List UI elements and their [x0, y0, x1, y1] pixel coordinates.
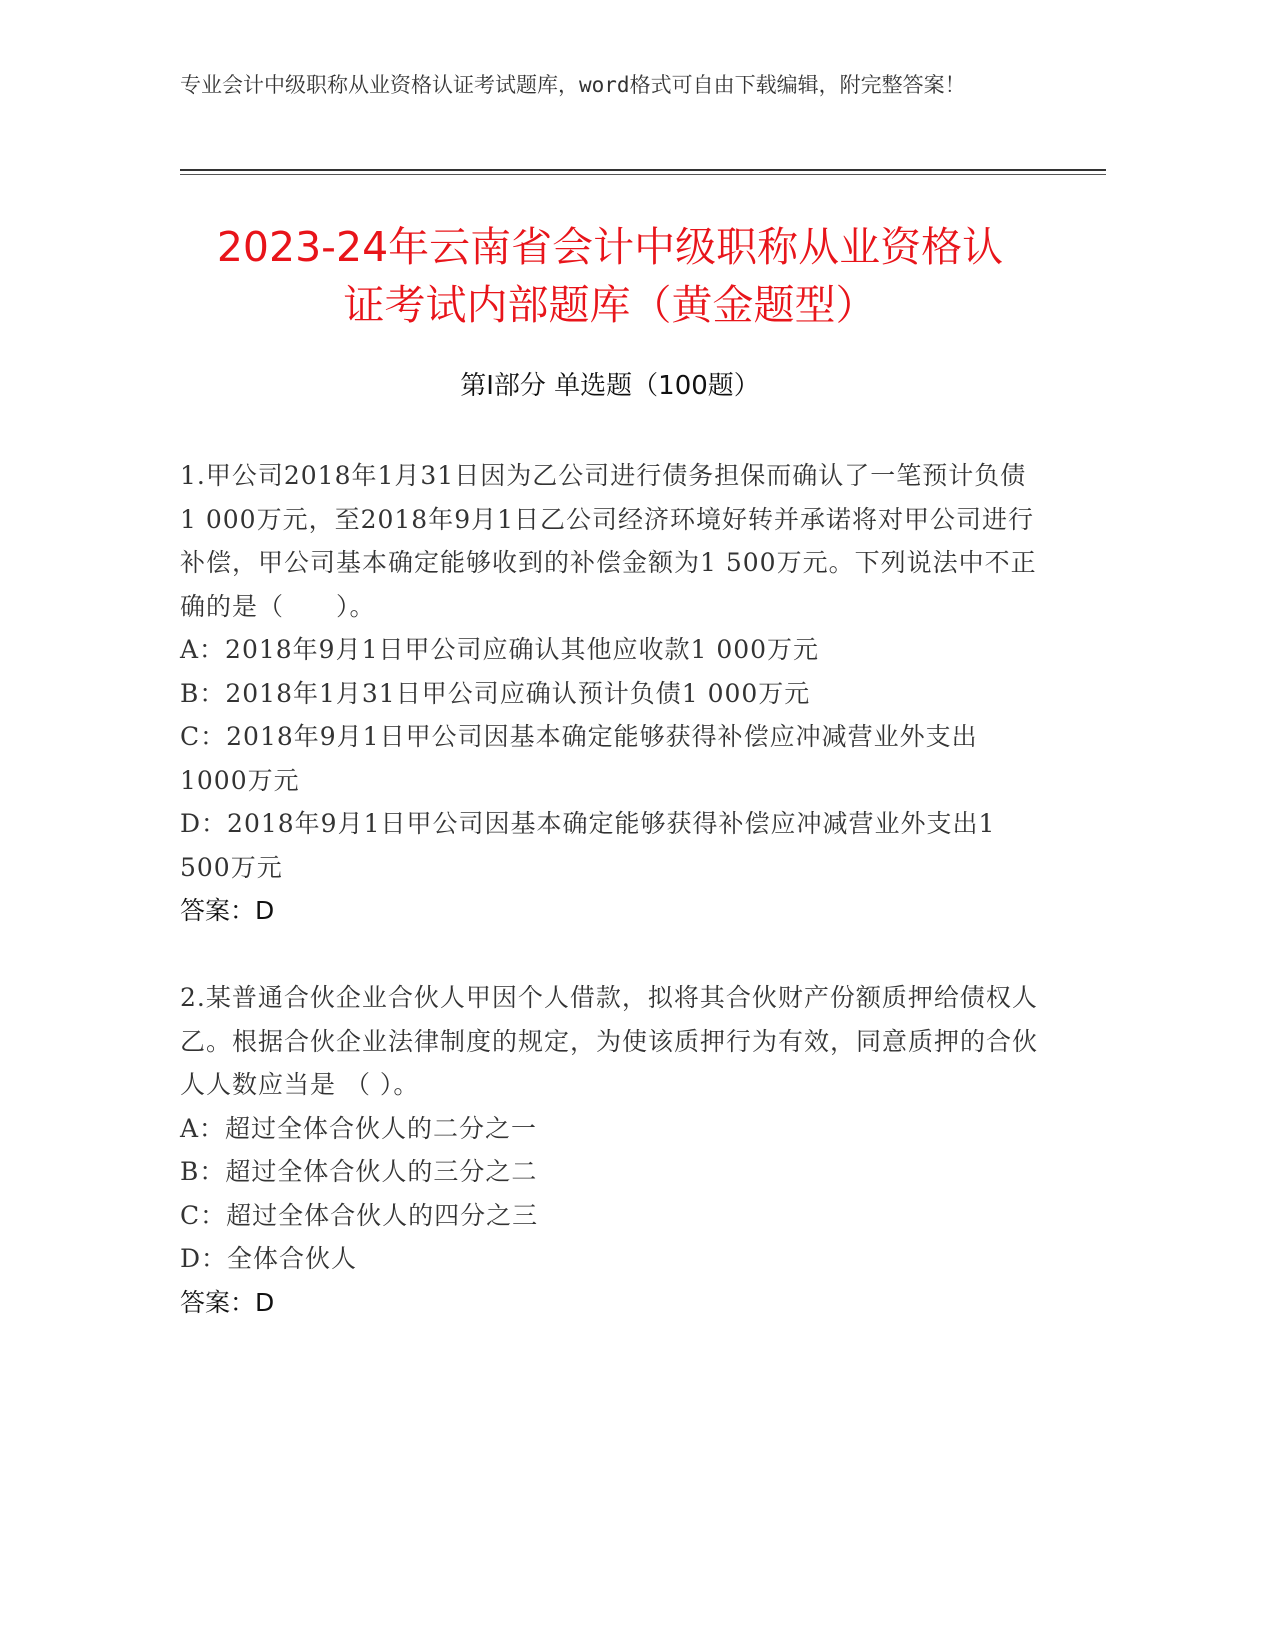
answer: 答案：D	[180, 1287, 275, 1317]
option-a: A：2018年9月1日甲公司应确认其他应收款1 000万元	[180, 635, 820, 664]
option-b: B：超过全体合伙人的三分之二	[180, 1157, 538, 1186]
option-d: D：2018年9月1日甲公司因基本确定能够获得补偿应冲减营业外支出1 500万元	[180, 809, 996, 882]
option-b: B：2018年1月31日甲公司应确认预计负债1 000万元	[180, 678, 811, 708]
answer: 答案：D	[180, 896, 275, 925]
question-1	[180, 454, 1040, 933]
header-note: 专业会计中级职称从业资格认证考试题库，word格式可自由下载编辑，附完整答案！	[180, 73, 966, 97]
header-divider	[180, 169, 1106, 171]
question-stem: 1.甲公司2018年1月31日因为乙公司进行债务担保而确认了一笔预计负债1 000万元，至2018年9月1日乙公司经济环境好转并承诺将对甲公司进行补偿，甲公司基本确定能够收到的补偿金额为1 500万元。下列说法中不正确的是（ ）。	[180, 461, 1037, 621]
title-line-2: 证考试内部题库（黄金题型）	[343, 281, 877, 329]
option-d: D：全体合伙人	[180, 1244, 358, 1273]
option-c: C：2018年9月1日甲公司因基本确定能够获得补偿应冲减营业外支出1000万元	[180, 722, 978, 795]
question-2	[180, 976, 1040, 1324]
section-heading: 第Ⅰ部分 单选题（100题）	[460, 371, 760, 401]
option-c: C：超过全体合伙人的四分之三	[180, 1200, 539, 1230]
document-title	[180, 218, 1040, 334]
question-stem: 2.某普通合伙企业合伙人甲因个人借款，拟将其合伙财产份额质押给债权人乙。根据合伙企业法律制度的规定，为使该质押行为有效，同意质押的合伙人人数应当是 （ ）。	[180, 983, 1039, 1099]
title-line-1: 2023-24年云南省会计中级职称从业资格认	[216, 223, 1004, 271]
header-divider-thin	[180, 174, 1106, 175]
option-a: A：超过全体合伙人的二分之一	[180, 1113, 538, 1143]
